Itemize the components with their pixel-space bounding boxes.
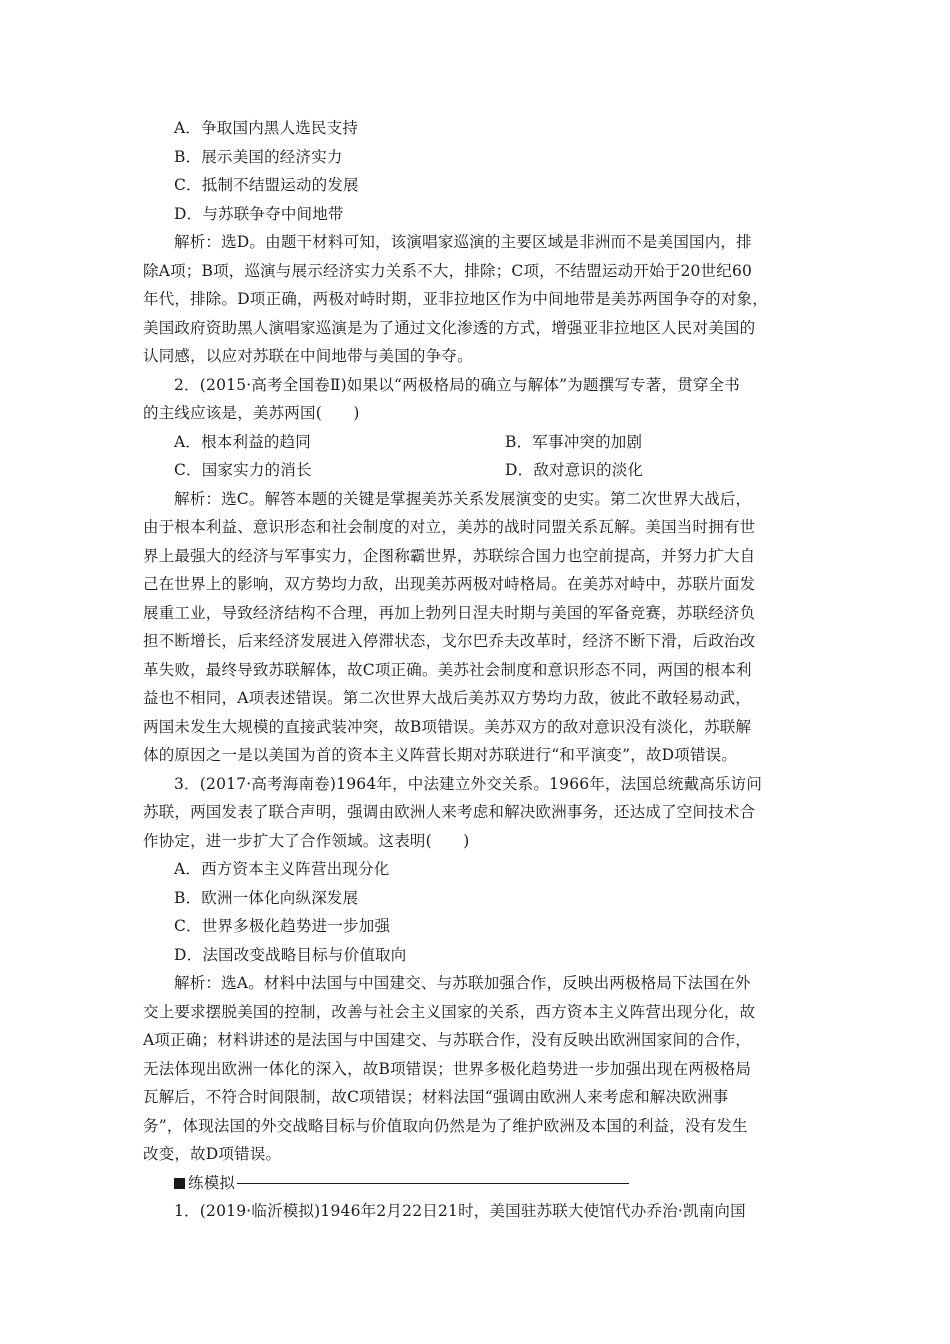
q1-analysis — [143, 228, 813, 371]
analysis-line: 除A项；B项，巡演与展示经济实力关系不大，排除；C项，不结盟运动开始于20世纪60 — [143, 261, 753, 280]
question-3 — [143, 770, 813, 1169]
analysis-line: 己在世界上的影响，双方势均力敌，出现美苏两极对峙格局。在美苏对峙中，苏联片面发 — [143, 575, 756, 593]
document-page — [143, 114, 813, 1226]
q3-analysis — [143, 969, 813, 1169]
analysis-line: A项正确；材料讲述的是法国与中国建交、与苏联合作，没有反映出欧洲国家间的合作， — [143, 1031, 751, 1049]
option-b: B．展示美国的经济实力 — [174, 147, 343, 166]
analysis-line: 益也不相同，A项表述错误。第二次世界大战后美苏双方势均力敌，彼此不敢轻易动武， — [143, 689, 751, 707]
question-stem: 2．(2015·高考全国卷Ⅱ)如果以“两极格局的确立与解体”为题撰写专著，贯穿全书 — [174, 375, 740, 394]
square-bullet-icon — [174, 1178, 185, 1189]
section-title: 练模拟 — [188, 1173, 236, 1192]
analysis-line: 解析：选D。由题干材料可知，该演唱家巡演的主要区域是非洲而不是美国国内，排 — [174, 233, 752, 251]
analysis-line: 解析：选A。材料中法国与中国建交、与苏联加强合作，反映出两极格局下法国在外 — [174, 974, 751, 992]
question-stem: 作协定，进一步扩大了合作领域。这表明( ) — [143, 831, 470, 850]
section-rule — [237, 1183, 629, 1184]
analysis-line: 认同感，以应对苏联在中间地带与美国的争夺。 — [143, 347, 473, 365]
question-stem: 苏联，两国发表了联合声明，强调由欧洲人来考虑和解决欧洲事务，还达成了空间技术合 — [143, 803, 756, 821]
option-d: D．敌对意识的淡化 — [505, 461, 644, 479]
analysis-line: 瓦解后，不符合时间限制，故C项错误；材料法国“强调由欧洲人来考虑和解决欧洲事 — [143, 1088, 729, 1106]
section-header — [143, 1169, 813, 1198]
options-row — [143, 428, 813, 457]
analysis-line: 年代，排除。D项正确，两极对峙时期，亚非拉地区作为中间地带是美苏两国争夺的对象， — [143, 290, 768, 308]
option-a: A．西方资本主义阵营出现分化 — [174, 860, 390, 878]
practice-question-stem: 1．(2019·临沂模拟)1946年2月22日21时，美国驻苏联大使馆代办乔治·凯南向国 — [174, 1202, 746, 1220]
question-2 — [143, 371, 813, 770]
analysis-line: 由于根本利益、意识形态和社会制度的对立，美苏的战时同盟关系瓦解。美国当时拥有世 — [143, 518, 756, 536]
analysis-line: 美国政府资助黑人演唱家巡演是为了通过文化渗透的方式，增强亚非拉地区人民对美国的 — [143, 318, 756, 337]
option-d: D．法国改变战略目标与价值取向 — [174, 945, 407, 964]
q2-analysis — [143, 485, 813, 770]
option-c: C．国家实力的消长 — [174, 461, 312, 479]
analysis-line: 解析：选C。解答本题的关键是掌握美苏关系发展演变的史实。第二次世界大战后， — [174, 489, 752, 508]
question-stem: 3．(2017·高考海南卷)1964年，中法建立外交关系。1966年，法国总统戴高乐访问 — [174, 774, 763, 793]
option-a: A．争取国内黑人选民支持 — [174, 119, 359, 137]
analysis-line: 体的原因之一是以美国为首的资本主义阵营长期对苏联进行“和平演变”，故D项错误。 — [143, 746, 738, 764]
analysis-line: 无法体现出欧洲一体化的深入，故B项错误；世界多极化趋势进一步加强出现在两极格局 — [143, 1059, 752, 1078]
options-row — [143, 456, 813, 485]
q1-options — [143, 114, 813, 228]
analysis-line: 革失败，最终导致苏联解体，故C项正确。美苏社会制度和意识形态不同，两国的根本利 — [143, 660, 752, 679]
option-b: B．欧洲一体化向纵深发展 — [174, 888, 359, 907]
analysis-line: 展重工业，导致经济结构不合理，再加上勃列日涅夫时期与美国的军备竞赛，苏联经济负 — [143, 603, 756, 622]
option-c: C．世界多极化趋势进一步加强 — [174, 917, 391, 935]
option-d: D．与苏联争夺中间地带 — [174, 204, 344, 223]
question-stem: 的主线应该是，美苏两国( ) — [143, 404, 360, 422]
analysis-line: 两国未发生大规模的直接武装冲突，故B项错误。美苏双方的敌对意识没有淡化，苏联解 — [143, 717, 752, 736]
analysis-line: 交上要求摆脱美国的控制，改善与社会主义国家的关系，西方资本主义阵营出现分化，故 — [143, 1002, 756, 1021]
analysis-line: 务”，体现法国的外交战略目标与价值取向仍然是为了维护欧洲及本国的利益，没有发生 — [143, 1116, 748, 1135]
analysis-line: 改变，故D项错误。 — [143, 1145, 282, 1163]
analysis-line: 界上最强大的经济与军事实力，企图称霸世界，苏联综合国力也空前提高，并努力扩大自 — [143, 546, 756, 565]
analysis-line: 担不断增长，后来经济发展进入停滞状态，戈尔巴乔夫改革时，经济不断下滑，后政治改 — [143, 632, 756, 650]
option-c: C．抵制不结盟运动的发展 — [174, 176, 359, 194]
option-b: B．军事冲突的加剧 — [505, 432, 643, 451]
option-a: A．根本利益的趋同 — [174, 432, 311, 451]
